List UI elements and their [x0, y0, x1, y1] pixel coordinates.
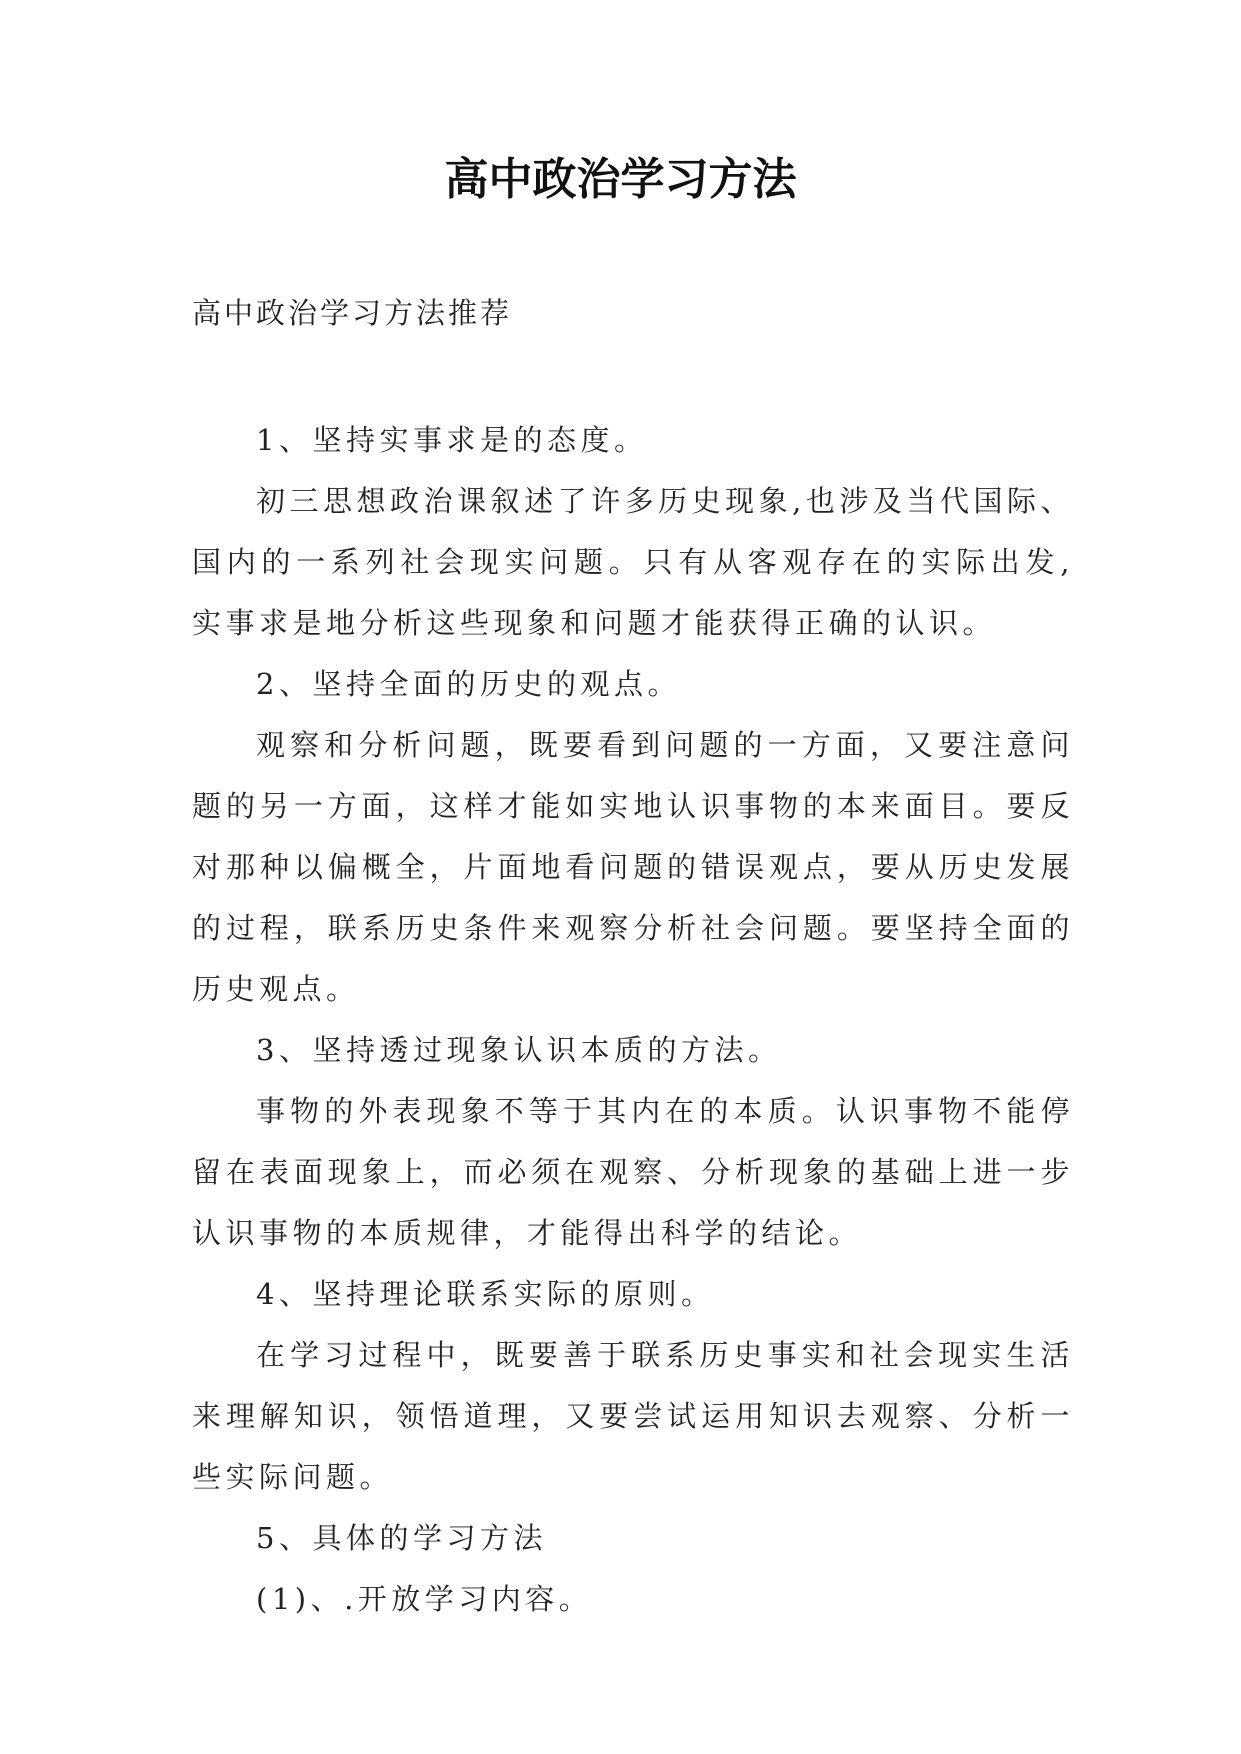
paragraph-3: 事物的外表现象不等于其内在的本质。认识事物不能停留在表面现象上，而必须在观察、分析现象的基础上进一步认识事物的本质规律，才能得出科学的结论。	[192, 1094, 1074, 1250]
document-title: 高中政治学习方法	[444, 154, 797, 205]
section-heading-2: 2、坚持全面的历史的观点。	[256, 667, 681, 701]
paragraph-1: 初三思想政治课叙述了许多历史现象,也涉及当代国际、国内的一系列社会现实问题。只有从客观存在的实际出发,实事求是地分析这些现象和问题才能获得正确的认识。	[192, 484, 1074, 640]
document-body	[192, 410, 1074, 1630]
section-heading-1: 1、坚持实事求是的态度。	[256, 423, 648, 457]
document-subtitle: 高中政治学习方法推荐	[192, 296, 513, 330]
section-heading-3: 3、坚持透过现象认识本质的方法。	[256, 1033, 782, 1067]
paragraph-4: 在学习过程中，既要善于联系历史事实和社会现实生活来理解知识，领悟道理，又要尝试运用知识去观察、分析一些实际问题。	[192, 1338, 1074, 1494]
sub-item-1: (1)、.开放学习内容。	[256, 1582, 593, 1616]
paragraph-2: 观察和分析问题，既要看到问题的一方面，又要注意问题的另一方面，这样才能如实地认识事物的本来面目。要反对那种以偏概全，片面地看问题的错误观点，要从历史发展的过程，联系历史条件来观察分析社会问题。要坚持全面的历史观点。	[192, 728, 1074, 1006]
section-heading-5: 5、具体的学习方法	[256, 1521, 547, 1555]
section-heading-4: 4、坚持理论联系实际的原则。	[256, 1277, 715, 1311]
